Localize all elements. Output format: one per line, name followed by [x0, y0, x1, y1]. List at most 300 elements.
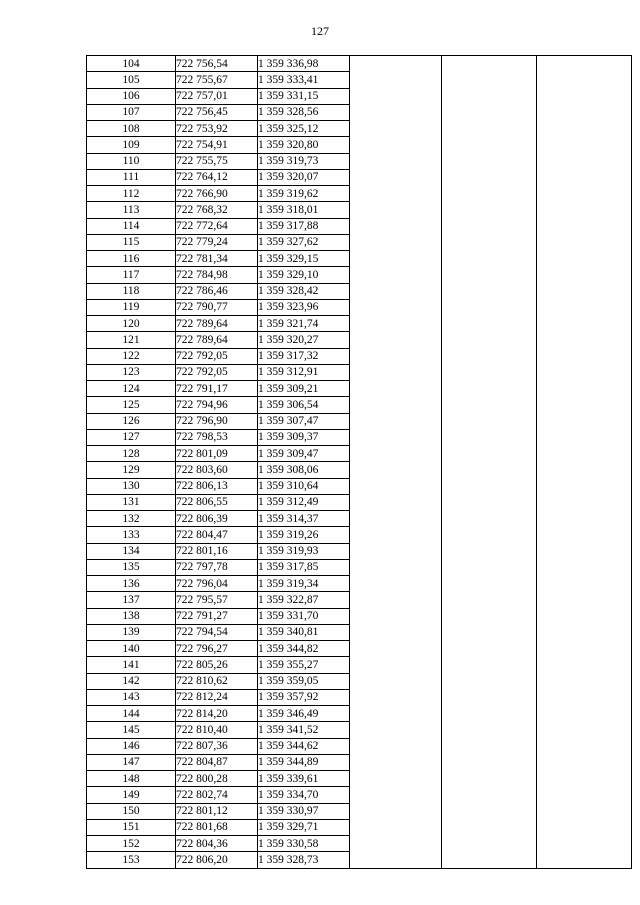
x-coordinate-cell: 722 784,98 [176, 267, 258, 283]
empty-cell [537, 137, 632, 153]
empty-cell [350, 72, 442, 88]
empty-cell [537, 234, 632, 250]
point-number-cell: 127 [87, 429, 176, 445]
empty-cell [442, 754, 537, 770]
table-row [87, 72, 632, 88]
empty-cell [442, 299, 537, 315]
empty-cell [350, 722, 442, 738]
empty-cell [537, 88, 632, 104]
y-coordinate-cell: 1 359 308,06 [258, 462, 350, 478]
point-number-cell: 135 [87, 559, 176, 575]
table-row [87, 104, 632, 120]
empty-cell [442, 738, 537, 754]
empty-cell [537, 722, 632, 738]
empty-cell [350, 299, 442, 315]
table-row [87, 657, 632, 673]
empty-cell [537, 608, 632, 624]
point-number-cell: 153 [87, 852, 176, 868]
point-number-cell: 140 [87, 641, 176, 657]
empty-cell [350, 478, 442, 494]
empty-cell [442, 641, 537, 657]
empty-cell [537, 852, 632, 868]
y-coordinate-cell: 1 359 346,49 [258, 706, 350, 722]
y-coordinate-cell: 1 359 334,70 [258, 787, 350, 803]
table-row [87, 527, 632, 543]
empty-cell [350, 413, 442, 429]
x-coordinate-cell: 722 789,64 [176, 332, 258, 348]
x-coordinate-cell: 722 804,87 [176, 754, 258, 770]
empty-cell [537, 576, 632, 592]
table-row [87, 494, 632, 510]
empty-cell [442, 511, 537, 527]
point-number-cell: 130 [87, 478, 176, 494]
y-coordinate-cell: 1 359 357,92 [258, 689, 350, 705]
empty-cell [537, 153, 632, 169]
y-coordinate-cell: 1 359 317,32 [258, 348, 350, 364]
y-coordinate-cell: 1 359 327,62 [258, 234, 350, 250]
x-coordinate-cell: 722 806,20 [176, 852, 258, 868]
point-number-cell: 141 [87, 657, 176, 673]
y-coordinate-cell: 1 359 312,49 [258, 494, 350, 510]
x-coordinate-cell: 722 800,28 [176, 771, 258, 787]
empty-cell [537, 462, 632, 478]
empty-cell [350, 771, 442, 787]
point-number-cell: 108 [87, 121, 176, 137]
table-row [87, 592, 632, 608]
empty-cell [537, 559, 632, 575]
table-row [87, 316, 632, 332]
empty-cell [442, 608, 537, 624]
empty-cell [537, 624, 632, 640]
x-coordinate-cell: 722 810,62 [176, 673, 258, 689]
point-number-cell: 121 [87, 332, 176, 348]
empty-cell [537, 186, 632, 202]
x-coordinate-cell: 722 756,45 [176, 104, 258, 120]
empty-cell [350, 348, 442, 364]
empty-cell [350, 462, 442, 478]
empty-cell [442, 153, 537, 169]
x-coordinate-cell: 722 772,64 [176, 218, 258, 234]
y-coordinate-cell: 1 359 355,27 [258, 657, 350, 673]
empty-cell [537, 771, 632, 787]
x-coordinate-cell: 722 795,57 [176, 592, 258, 608]
empty-cell [537, 381, 632, 397]
empty-cell [537, 332, 632, 348]
point-number-cell: 116 [87, 251, 176, 267]
table-row [87, 738, 632, 754]
y-coordinate-cell: 1 359 344,62 [258, 738, 350, 754]
x-coordinate-cell: 722 807,36 [176, 738, 258, 754]
y-coordinate-cell: 1 359 317,88 [258, 218, 350, 234]
y-coordinate-cell: 1 359 339,61 [258, 771, 350, 787]
table-row [87, 559, 632, 575]
empty-cell [442, 283, 537, 299]
empty-cell [442, 381, 537, 397]
empty-cell [537, 348, 632, 364]
empty-cell [442, 429, 537, 445]
x-coordinate-cell: 722 805,26 [176, 657, 258, 673]
empty-cell [350, 641, 442, 657]
empty-cell [442, 364, 537, 380]
table-row [87, 251, 632, 267]
x-coordinate-cell: 722 754,91 [176, 137, 258, 153]
y-coordinate-cell: 1 359 319,26 [258, 527, 350, 543]
point-number-cell: 131 [87, 494, 176, 510]
table-row [87, 56, 632, 72]
empty-cell [537, 641, 632, 657]
empty-cell [442, 576, 537, 592]
y-coordinate-cell: 1 359 310,64 [258, 478, 350, 494]
empty-cell [350, 657, 442, 673]
empty-cell [442, 104, 537, 120]
empty-cell [350, 624, 442, 640]
empty-cell [442, 592, 537, 608]
table-row [87, 803, 632, 819]
empty-cell [350, 803, 442, 819]
x-coordinate-cell: 722 796,90 [176, 413, 258, 429]
empty-cell [442, 218, 537, 234]
empty-cell [442, 446, 537, 462]
y-coordinate-cell: 1 359 344,82 [258, 641, 350, 657]
empty-cell [350, 576, 442, 592]
empty-cell [537, 738, 632, 754]
table-row [87, 576, 632, 592]
empty-cell [350, 446, 442, 462]
y-coordinate-cell: 1 359 306,54 [258, 397, 350, 413]
point-number-cell: 151 [87, 819, 176, 835]
empty-cell [350, 706, 442, 722]
x-coordinate-cell: 722 766,90 [176, 186, 258, 202]
x-coordinate-cell: 722 790,77 [176, 299, 258, 315]
point-number-cell: 125 [87, 397, 176, 413]
point-number-cell: 132 [87, 511, 176, 527]
x-coordinate-cell: 722 792,05 [176, 348, 258, 364]
y-coordinate-cell: 1 359 321,74 [258, 316, 350, 332]
empty-cell [350, 754, 442, 770]
y-coordinate-cell: 1 359 320,27 [258, 332, 350, 348]
empty-cell [350, 592, 442, 608]
empty-cell [537, 819, 632, 835]
empty-cell [442, 819, 537, 835]
x-coordinate-cell: 722 801,12 [176, 803, 258, 819]
point-number-cell: 117 [87, 267, 176, 283]
table-row [87, 673, 632, 689]
x-coordinate-cell: 722 794,96 [176, 397, 258, 413]
empty-cell [350, 121, 442, 137]
table-row [87, 332, 632, 348]
empty-cell [537, 251, 632, 267]
y-coordinate-cell: 1 359 312,91 [258, 364, 350, 380]
table-row [87, 299, 632, 315]
table-row [87, 852, 632, 868]
x-coordinate-cell: 722 756,54 [176, 56, 258, 72]
point-number-cell: 146 [87, 738, 176, 754]
empty-cell [442, 348, 537, 364]
empty-cell [350, 364, 442, 380]
point-number-cell: 126 [87, 413, 176, 429]
point-number-cell: 111 [87, 169, 176, 185]
empty-cell [350, 169, 442, 185]
table-row [87, 608, 632, 624]
y-coordinate-cell: 1 359 331,15 [258, 88, 350, 104]
y-coordinate-cell: 1 359 329,10 [258, 267, 350, 283]
point-number-cell: 136 [87, 576, 176, 592]
point-number-cell: 129 [87, 462, 176, 478]
x-coordinate-cell: 722 791,17 [176, 381, 258, 397]
empty-cell [537, 706, 632, 722]
empty-cell [442, 706, 537, 722]
empty-cell [442, 462, 537, 478]
empty-cell [442, 56, 537, 72]
x-coordinate-cell: 722 755,67 [176, 72, 258, 88]
x-coordinate-cell: 722 796,04 [176, 576, 258, 592]
empty-cell [537, 478, 632, 494]
table-row [87, 478, 632, 494]
table-row [87, 413, 632, 429]
point-number-cell: 133 [87, 527, 176, 543]
y-coordinate-cell: 1 359 317,85 [258, 559, 350, 575]
point-number-cell: 115 [87, 234, 176, 250]
x-coordinate-cell: 722 802,74 [176, 787, 258, 803]
point-number-cell: 139 [87, 624, 176, 640]
table-row [87, 641, 632, 657]
table-row [87, 397, 632, 413]
table-row [87, 186, 632, 202]
table-row [87, 348, 632, 364]
empty-cell [537, 754, 632, 770]
empty-cell [537, 104, 632, 120]
table-row [87, 543, 632, 559]
y-coordinate-cell: 1 359 319,73 [258, 153, 350, 169]
empty-cell [537, 511, 632, 527]
x-coordinate-cell: 722 764,12 [176, 169, 258, 185]
y-coordinate-cell: 1 359 333,41 [258, 72, 350, 88]
point-number-cell: 149 [87, 787, 176, 803]
empty-cell [442, 689, 537, 705]
x-coordinate-cell: 722 810,40 [176, 722, 258, 738]
y-coordinate-cell: 1 359 336,98 [258, 56, 350, 72]
x-coordinate-cell: 722 755,75 [176, 153, 258, 169]
empty-cell [350, 88, 442, 104]
table-row [87, 137, 632, 153]
point-number-cell: 118 [87, 283, 176, 299]
x-coordinate-cell: 722 796,27 [176, 641, 258, 657]
y-coordinate-cell: 1 359 319,62 [258, 186, 350, 202]
x-coordinate-cell: 722 803,60 [176, 462, 258, 478]
page-number: 127 [311, 24, 329, 38]
point-number-cell: 145 [87, 722, 176, 738]
empty-cell [537, 364, 632, 380]
empty-cell [350, 56, 442, 72]
empty-cell [537, 218, 632, 234]
x-coordinate-cell: 722 806,55 [176, 494, 258, 510]
empty-cell [537, 56, 632, 72]
empty-cell [442, 494, 537, 510]
empty-cell [442, 803, 537, 819]
table-row [87, 706, 632, 722]
empty-cell [350, 787, 442, 803]
point-number-cell: 120 [87, 316, 176, 332]
empty-cell [537, 494, 632, 510]
empty-cell [442, 543, 537, 559]
table-row [87, 836, 632, 852]
empty-cell [442, 673, 537, 689]
empty-cell [350, 251, 442, 267]
y-coordinate-cell: 1 359 323,96 [258, 299, 350, 315]
empty-cell [350, 267, 442, 283]
empty-cell [537, 527, 632, 543]
empty-cell [442, 88, 537, 104]
point-number-cell: 105 [87, 72, 176, 88]
empty-cell [442, 559, 537, 575]
table-row [87, 819, 632, 835]
x-coordinate-cell: 722 781,34 [176, 251, 258, 267]
empty-cell [350, 543, 442, 559]
empty-cell [350, 316, 442, 332]
empty-cell [350, 218, 442, 234]
table-row [87, 754, 632, 770]
empty-cell [350, 202, 442, 218]
point-number-cell: 152 [87, 836, 176, 852]
table-row [87, 689, 632, 705]
empty-cell [442, 852, 537, 868]
table-row [87, 121, 632, 137]
x-coordinate-cell: 722 753,92 [176, 121, 258, 137]
empty-cell [350, 104, 442, 120]
empty-cell [442, 121, 537, 137]
table-row [87, 202, 632, 218]
x-coordinate-cell: 722 801,68 [176, 819, 258, 835]
x-coordinate-cell: 722 786,46 [176, 283, 258, 299]
x-coordinate-cell: 722 791,27 [176, 608, 258, 624]
x-coordinate-cell: 722 804,36 [176, 836, 258, 852]
point-number-cell: 114 [87, 218, 176, 234]
empty-cell [442, 836, 537, 852]
x-coordinate-cell: 722 789,64 [176, 316, 258, 332]
point-number-cell: 147 [87, 754, 176, 770]
point-number-cell: 143 [87, 689, 176, 705]
point-number-cell: 113 [87, 202, 176, 218]
table-row [87, 234, 632, 250]
table-row [87, 169, 632, 185]
point-number-cell: 109 [87, 137, 176, 153]
point-number-cell: 150 [87, 803, 176, 819]
empty-cell [537, 169, 632, 185]
y-coordinate-cell: 1 359 309,47 [258, 446, 350, 462]
empty-cell [350, 836, 442, 852]
x-coordinate-cell: 722 794,54 [176, 624, 258, 640]
empty-cell [537, 592, 632, 608]
empty-cell [442, 527, 537, 543]
table-row [87, 88, 632, 104]
point-number-cell: 134 [87, 543, 176, 559]
point-number-cell: 104 [87, 56, 176, 72]
y-coordinate-cell: 1 359 341,52 [258, 722, 350, 738]
empty-cell [350, 234, 442, 250]
empty-cell [442, 316, 537, 332]
point-number-cell: 144 [87, 706, 176, 722]
empty-cell [537, 689, 632, 705]
empty-cell [537, 413, 632, 429]
empty-cell [442, 137, 537, 153]
table-row [87, 283, 632, 299]
empty-cell [442, 413, 537, 429]
table-row [87, 722, 632, 738]
empty-cell [537, 787, 632, 803]
y-coordinate-cell: 1 359 344,89 [258, 754, 350, 770]
empty-cell [350, 819, 442, 835]
y-coordinate-cell: 1 359 319,93 [258, 543, 350, 559]
empty-cell [350, 332, 442, 348]
empty-cell [350, 429, 442, 445]
empty-cell [350, 511, 442, 527]
x-coordinate-cell: 722 757,01 [176, 88, 258, 104]
point-number-cell: 138 [87, 608, 176, 624]
empty-cell [350, 689, 442, 705]
empty-cell [350, 381, 442, 397]
y-coordinate-cell: 1 359 359,05 [258, 673, 350, 689]
point-number-cell: 112 [87, 186, 176, 202]
empty-cell [350, 673, 442, 689]
x-coordinate-cell: 722 801,16 [176, 543, 258, 559]
x-coordinate-cell: 722 801,09 [176, 446, 258, 462]
empty-cell [537, 429, 632, 445]
x-coordinate-cell: 722 814,20 [176, 706, 258, 722]
empty-cell [442, 657, 537, 673]
table-row [87, 624, 632, 640]
empty-cell [537, 267, 632, 283]
empty-cell [442, 186, 537, 202]
empty-cell [537, 283, 632, 299]
y-coordinate-cell: 1 359 318,01 [258, 202, 350, 218]
x-coordinate-cell: 722 779,24 [176, 234, 258, 250]
x-coordinate-cell: 722 804,47 [176, 527, 258, 543]
empty-cell [537, 299, 632, 315]
empty-cell [350, 738, 442, 754]
point-number-cell: 110 [87, 153, 176, 169]
point-number-cell: 148 [87, 771, 176, 787]
coordinates-table-body [87, 56, 632, 869]
y-coordinate-cell: 1 359 340,81 [258, 624, 350, 640]
empty-cell [350, 527, 442, 543]
point-number-cell: 128 [87, 446, 176, 462]
empty-cell [537, 836, 632, 852]
y-coordinate-cell: 1 359 328,42 [258, 283, 350, 299]
table-row [87, 429, 632, 445]
empty-cell [442, 478, 537, 494]
table-row [87, 446, 632, 462]
table-row [87, 787, 632, 803]
empty-cell [442, 234, 537, 250]
empty-cell [350, 137, 442, 153]
y-coordinate-cell: 1 359 307,47 [258, 413, 350, 429]
y-coordinate-cell: 1 359 331,70 [258, 608, 350, 624]
table-row [87, 771, 632, 787]
point-number-cell: 107 [87, 104, 176, 120]
empty-cell [442, 624, 537, 640]
empty-cell [537, 397, 632, 413]
empty-cell [442, 722, 537, 738]
point-number-cell: 122 [87, 348, 176, 364]
y-coordinate-cell: 1 359 309,37 [258, 429, 350, 445]
empty-cell [537, 72, 632, 88]
empty-cell [442, 771, 537, 787]
point-number-cell: 142 [87, 673, 176, 689]
y-coordinate-cell: 1 359 329,71 [258, 819, 350, 835]
empty-cell [442, 397, 537, 413]
empty-cell [537, 657, 632, 673]
empty-cell [350, 397, 442, 413]
